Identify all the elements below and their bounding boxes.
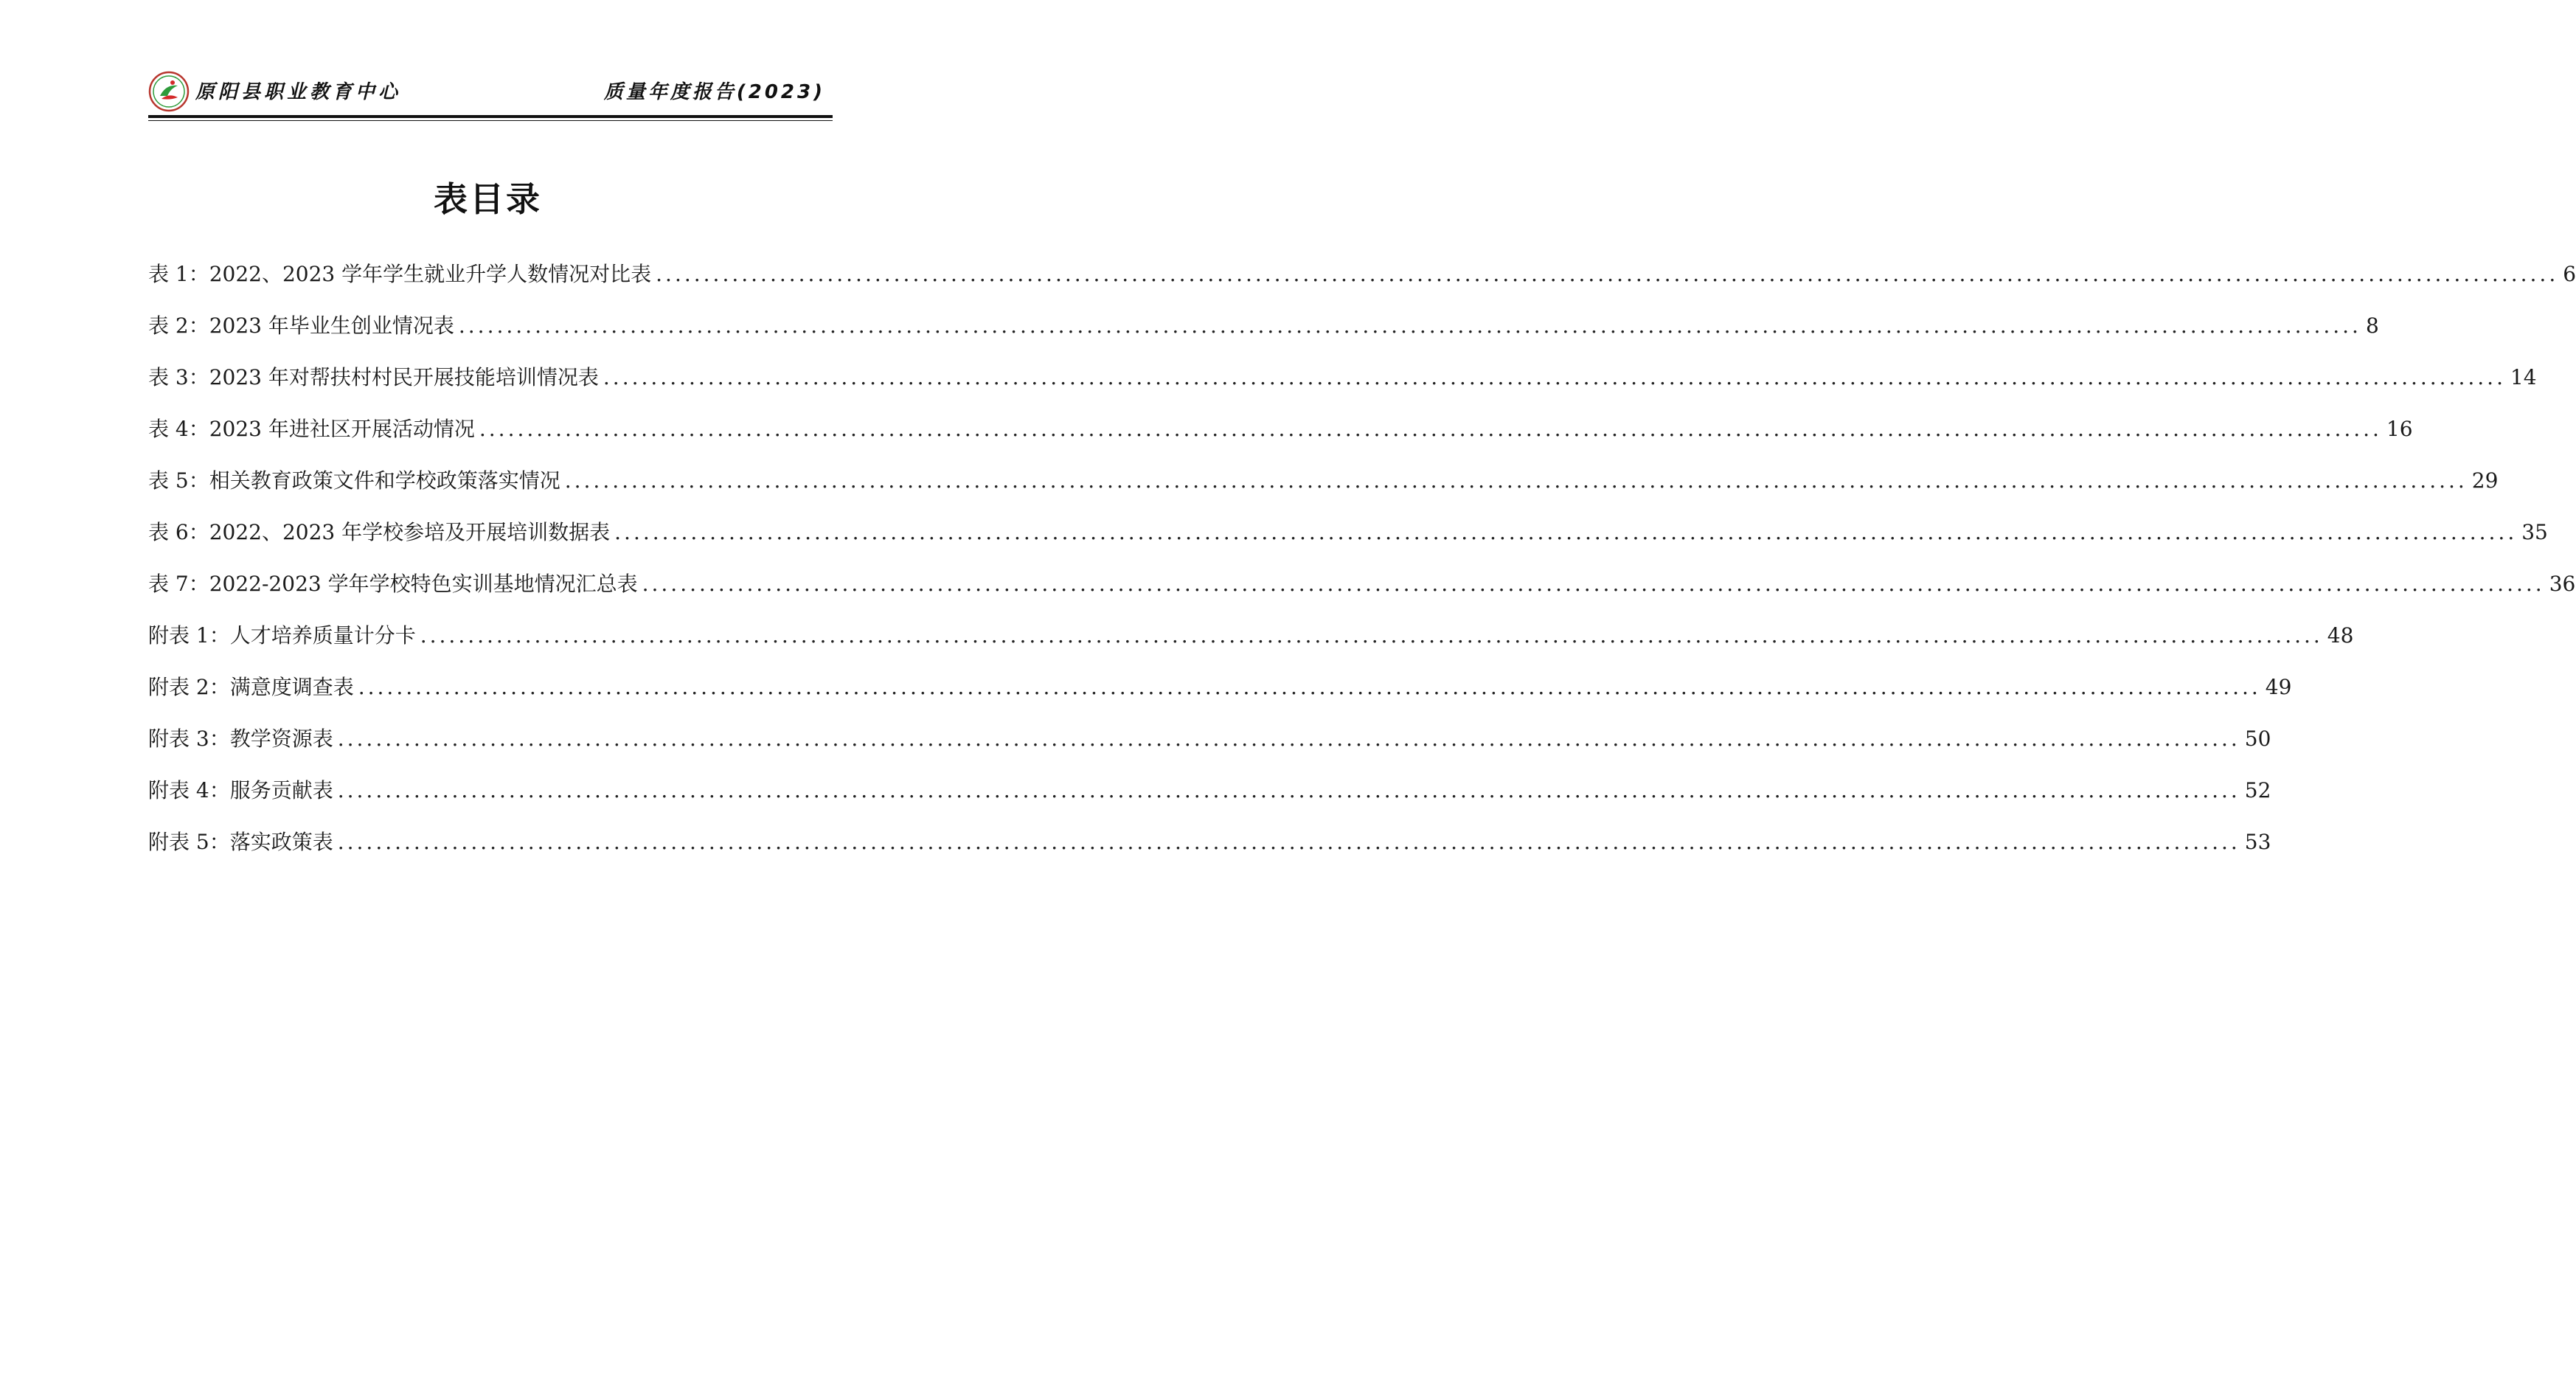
toc-entry[interactable] <box>148 615 2354 667</box>
toc-entry-label: 表 1：2022、2023 学年学生就业升学人数情况对比表 <box>148 262 652 286</box>
toc-entry-page: 14 <box>2510 365 2537 389</box>
toc-entry-label: 附表 3：教学资源表 <box>148 727 333 751</box>
page-title: 表目录 <box>434 179 542 219</box>
toc-entry-label: 表 4：2023 年进社区开展活动情况 <box>148 417 475 441</box>
toc-leader-dots: ........................................................................................................................................................................................................ <box>564 468 2468 493</box>
toc-leader-dots: ........................................................................................................................................................................................................ <box>337 830 2240 854</box>
page-header <box>148 71 833 112</box>
toc-leader-dots: ........................................................................................................................................................................................................ <box>420 623 2323 648</box>
toc-entry-label: 附表 1：人才培养质量计分卡 <box>148 623 416 648</box>
toc-entry-label: 附表 5：落实政策表 <box>148 830 333 854</box>
toc-entry[interactable] <box>148 822 2271 873</box>
toc-entry-page: 16 <box>2386 417 2413 441</box>
report-title: 质量年度报告(2023) <box>603 81 825 103</box>
toc-entry-label: 表 6：2022、2023 年学校参培及开展培训数据表 <box>148 520 611 544</box>
toc-entry-label: 表 2：2023 年毕业生创业情况表 <box>148 313 454 338</box>
toc-entry-label: 表 7：2022-2023 学年学校特色实训基地情况汇总表 <box>148 572 638 596</box>
toc-entry-label: 附表 2：满意度调查表 <box>148 675 354 699</box>
toc-leader-dots: ........................................................................................................................................................................................................ <box>479 417 2382 441</box>
toc-entry[interactable] <box>148 357 2537 409</box>
school-name: 原阳县职业教育中心 <box>195 81 402 103</box>
toc-entry[interactable] <box>148 667 2292 718</box>
toc-leader-dots: ........................................................................................................................................................................................................ <box>614 520 2518 544</box>
toc-leader-dots: ........................................................................................................................................................................................................ <box>337 727 2240 751</box>
toc-leader-dots: ........................................................................................................................................................................................................ <box>642 572 2545 596</box>
toc-entry-page: 50 <box>2244 727 2271 751</box>
table-of-contents <box>148 254 2576 873</box>
toc-entry-label: 表 3：2023 年对帮扶村村民开展技能培训情况表 <box>148 365 599 389</box>
toc-entry-label: 附表 4：服务贡献表 <box>148 778 333 802</box>
toc-entry[interactable] <box>148 305 2379 357</box>
toc-entry[interactable] <box>148 564 2576 615</box>
toc-entry-page: 36 <box>2549 572 2576 596</box>
header-divider-thick <box>148 115 833 118</box>
toc-leader-dots: ........................................................................................................................................................................................................ <box>358 675 2261 699</box>
toc-entry-page: 6 <box>2563 262 2576 286</box>
toc-entry[interactable] <box>148 254 2576 305</box>
toc-entry[interactable] <box>148 770 2271 822</box>
header-divider-thin <box>148 120 833 121</box>
toc-entry-page: 35 <box>2521 520 2548 544</box>
toc-entry[interactable] <box>148 718 2271 770</box>
toc-entry-page: 29 <box>2471 468 2499 493</box>
toc-entry-page: 52 <box>2244 778 2271 802</box>
toc-leader-dots: ........................................................................................................................................................................................................ <box>603 365 2506 389</box>
toc-leader-dots: ........................................................................................................................................................................................................ <box>656 262 2559 286</box>
toc-entry[interactable] <box>148 460 2499 512</box>
toc-entry-page: 8 <box>2365 313 2379 338</box>
toc-entry-label: 表 5：相关教育政策文件和学校政策落实情况 <box>148 468 560 493</box>
toc-leader-dots: ........................................................................................................................................................................................................ <box>337 778 2240 802</box>
toc-entry-page: 53 <box>2244 830 2271 854</box>
toc-leader-dots: ........................................................................................................................................................................................................ <box>458 313 2361 338</box>
toc-entry[interactable] <box>148 409 2413 460</box>
toc-entry[interactable] <box>148 512 2548 564</box>
school-logo-icon <box>148 71 190 112</box>
toc-entry-page: 49 <box>2265 675 2292 699</box>
toc-entry-page: 48 <box>2327 623 2354 648</box>
